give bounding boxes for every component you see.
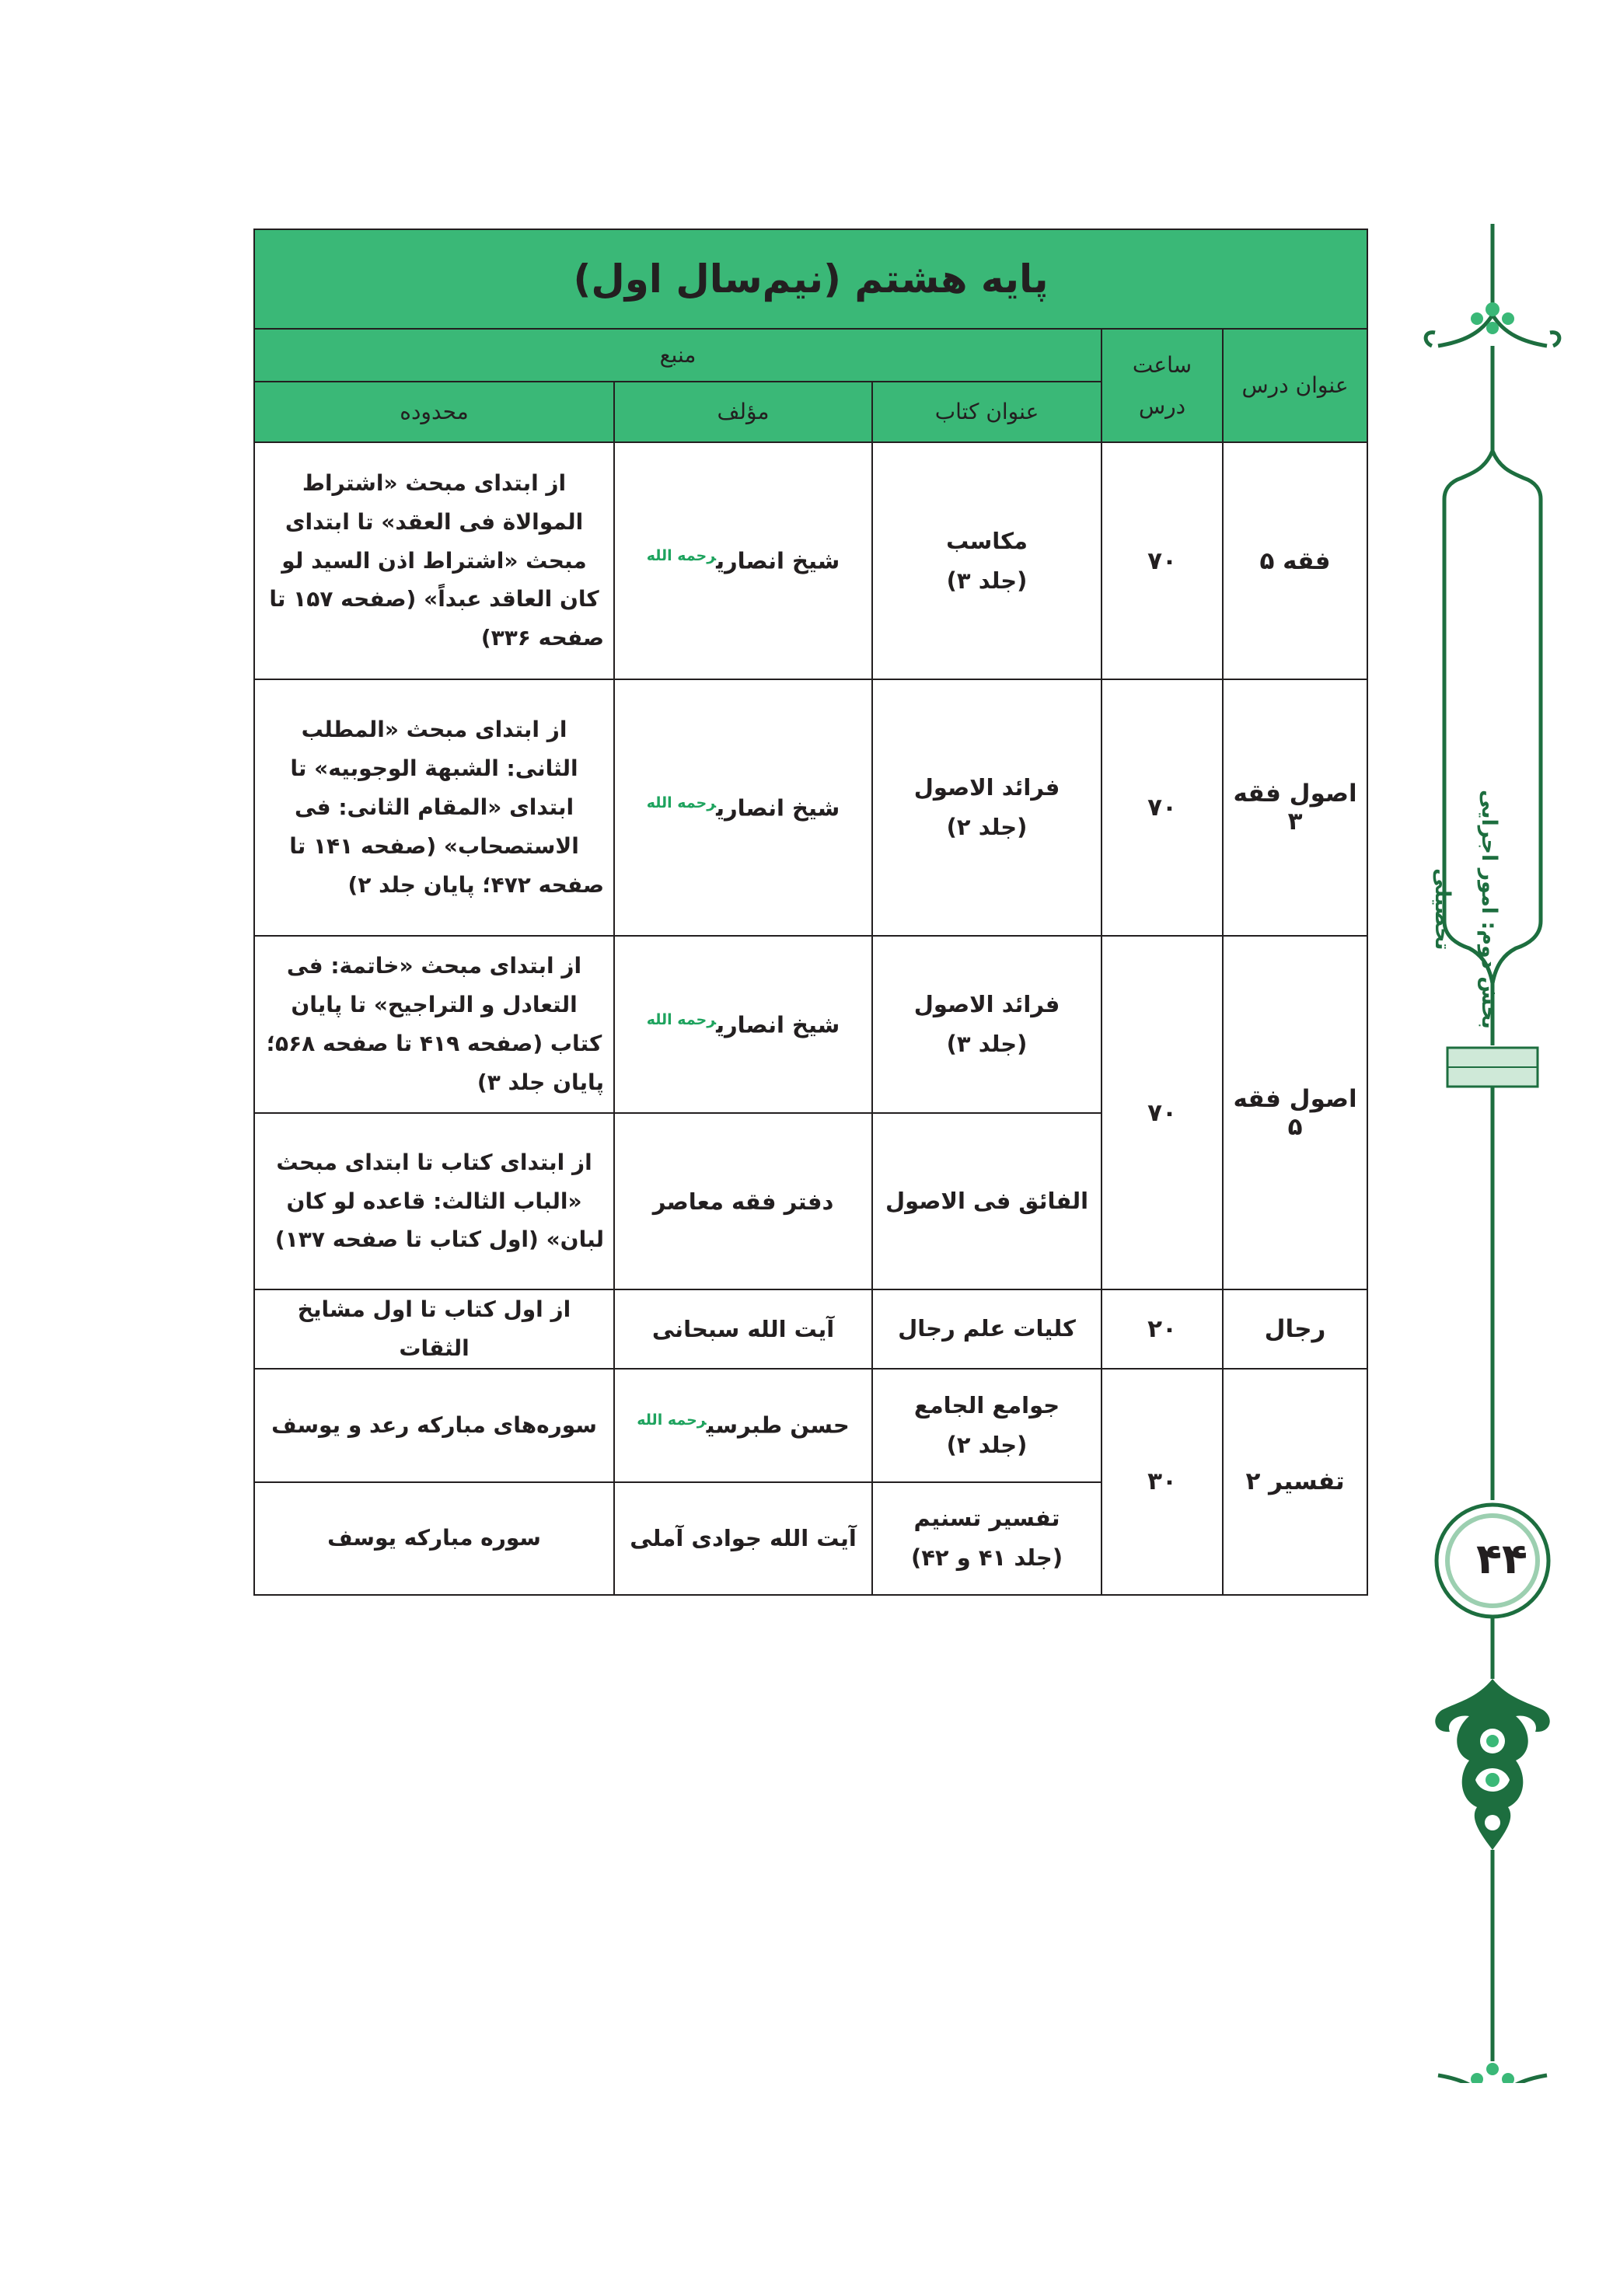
hours-cell: ۷۰: [1102, 936, 1223, 1289]
range-cell: از ابتدای کتاب تا ابتدای مبحث «الباب الثالث: قاعده لو کان لبان» (اول کتاب تا صفحه ۱۳۷): [254, 1113, 614, 1289]
author-cell: آیت الله جوادی آملی: [614, 1482, 872, 1595]
book-volume: (جلد ۲): [946, 814, 1028, 840]
side-ornament: [1415, 218, 1570, 2083]
book-volume: (جلد ۳): [946, 1031, 1028, 1057]
table-row: [254, 936, 1367, 1113]
book-title: تفسیر تسنیم: [913, 1505, 1060, 1532]
curriculum-table: [253, 229, 1368, 1596]
header-source: منبع: [254, 329, 1102, 382]
book-cell: [872, 679, 1102, 936]
table-title: پایه هشتم (نیم‌سال اول): [254, 229, 1367, 329]
honorific: رحمه الله: [646, 1010, 717, 1028]
honorific: رحمه الله: [646, 794, 717, 811]
range-cell: از ابتدای مبحث «اشتراط الموالاة فی العقد» تا ابتدای مبحث «اشتراط اذن السید لو کان العاقد عبداً» (صفحه ۱۵۷ تا صفحه ۳۳۶): [254, 442, 614, 679]
subject-cell: اصول فقه ۳: [1223, 679, 1367, 936]
author-cell: [614, 442, 872, 679]
header-author: مؤلف: [614, 382, 872, 442]
hours-cell: ۲۰: [1102, 1289, 1223, 1369]
subject-cell: رجال: [1223, 1289, 1367, 1369]
honorific: رحمه الله: [646, 547, 717, 565]
page-number: ۴۴: [1476, 1534, 1527, 1583]
author-cell: دفتر فقه معاصر: [614, 1113, 872, 1289]
book-cell: الفائق فی الاصول: [872, 1113, 1102, 1289]
book-cell: کلیات علم رجال: [872, 1289, 1102, 1369]
hours-cell: ۷۰: [1102, 679, 1223, 936]
header-hours-line1: ساعت: [1132, 351, 1192, 378]
subject-cell: تفسیر ۲: [1223, 1369, 1367, 1595]
header-book: عنوان کتاب: [872, 382, 1102, 442]
book-volume: (جلد ۲): [946, 1431, 1028, 1458]
book-cell: [872, 442, 1102, 679]
table-row: [254, 442, 1367, 679]
book-cell: [872, 1369, 1102, 1482]
book-volume: (جلد ۳): [946, 567, 1028, 594]
author-name: شیخ انصاری: [716, 547, 840, 574]
book-cell: [872, 936, 1102, 1113]
book-title: مکاسب: [946, 527, 1028, 554]
author-cell: آیت الله سبحانی: [614, 1289, 872, 1369]
table-row: [254, 1289, 1367, 1369]
subject-cell: اصول فقه ۵: [1223, 936, 1367, 1289]
header-hours: [1102, 329, 1223, 442]
header-range: محدوده: [254, 382, 614, 442]
hours-cell: ۷۰: [1102, 442, 1223, 679]
header-subject: عنوان درس: [1223, 329, 1367, 442]
header-hours-line2: درس: [1138, 393, 1186, 419]
range-cell: از ابتدای مبحث «خاتمة: فی التعادل و التراجیح» تا پایان کتاب (صفحه ۴۱۹ تا صفحه ۵۶۸؛ پایان جلد ۳): [254, 936, 614, 1113]
book-title: فرائد الاصول: [913, 991, 1060, 1018]
range-cell: سوره مبارکه یوسف: [254, 1482, 614, 1595]
author-cell: [614, 1369, 872, 1482]
table-row: [254, 679, 1367, 936]
book-title: جوامع الجامع: [913, 1391, 1060, 1418]
range-cell: از ابتدای مبحث «المطلب الثانی: الشبهة الوجوبیه» تا ابتدای «المقام الثانی: فی الاستصحاب» (صفحه ۱۴۱ تا صفحه ۴۷۲؛ پایان جلد ۲): [254, 679, 614, 936]
author-cell: [614, 936, 872, 1113]
author-name: شیخ انصاری: [716, 1011, 840, 1038]
author-name: حسن طبرسی: [706, 1411, 850, 1439]
author-name: شیخ انصاری: [716, 794, 840, 822]
hours-cell: ۳۰: [1102, 1369, 1223, 1595]
book-volume: (جلد ۴۱ و ۴۲): [910, 1544, 1063, 1572]
range-cell: از اول کتاب تا اول مشایخ الثقات: [254, 1289, 614, 1369]
book-cell: [872, 1482, 1102, 1595]
honorific: رحمه الله: [637, 1411, 707, 1429]
table-row: [254, 1369, 1367, 1482]
subject-cell: فقه ۵: [1223, 442, 1367, 679]
range-cell: سوره‌های مبارکه رعد و یوسف: [254, 1369, 614, 1482]
section-label: بخش دوم: امور اجرایی تحصیلی: [1430, 790, 1501, 1029]
book-title: فرائد الاصول: [913, 774, 1060, 801]
author-cell: [614, 679, 872, 936]
